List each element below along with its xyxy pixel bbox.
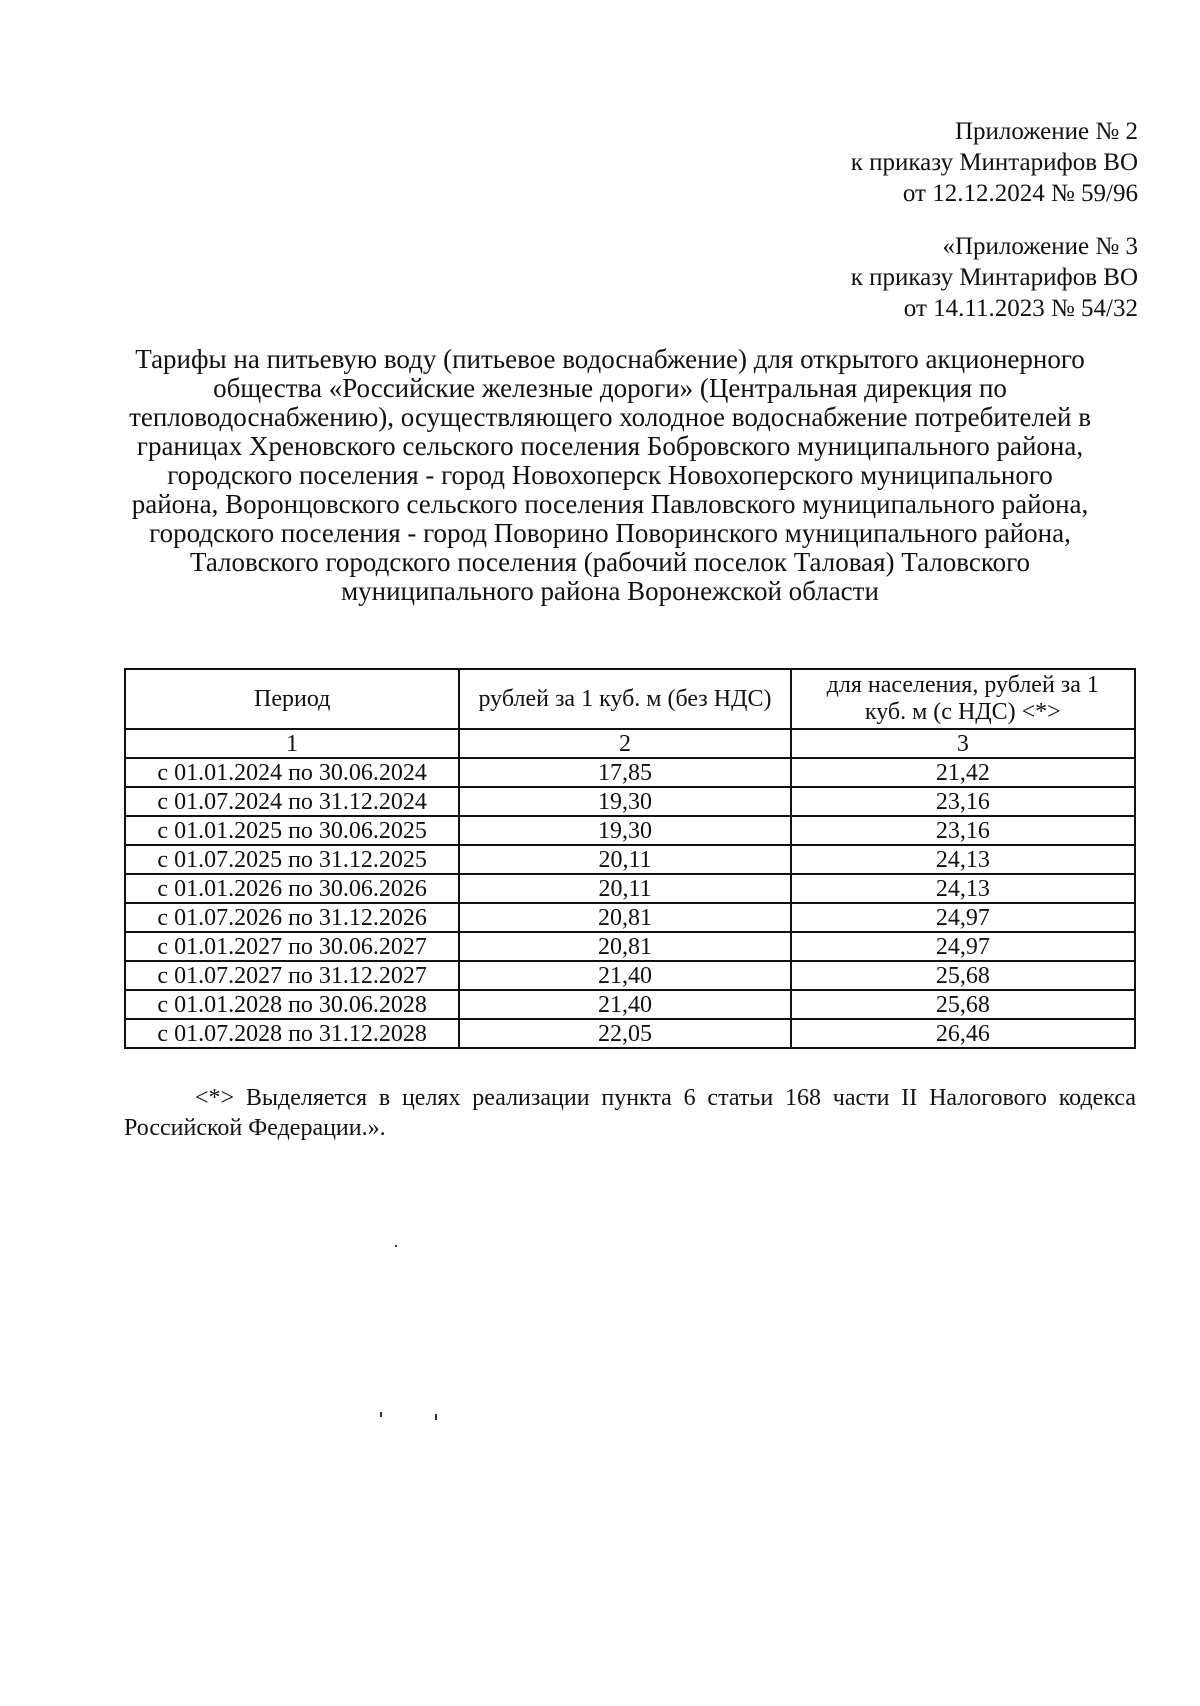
- header-rate-with-vat-line2: куб. м (с НДС) <*>: [864, 699, 1061, 725]
- table-row: [125, 874, 1135, 903]
- cell-rate-with-vat: 23,16: [791, 816, 1135, 845]
- appendix-order-ref: к приказу Минтарифов ВО: [850, 264, 1138, 291]
- cell-period: с 01.01.2025 по 30.06.2025: [125, 816, 459, 845]
- footnote-line: Российской Федерации.».: [124, 1115, 386, 1141]
- title-line: тепловодоснабжению), осуществляющего холодное водоснабжение потребителей в: [129, 402, 1091, 432]
- header-rate-with-vat-line1: для населения, рублей за 1: [826, 672, 1099, 698]
- table-row: [125, 758, 1135, 787]
- cell-rate-without-vat: 20,11: [459, 845, 790, 874]
- title-line: муниципального района Воронежской области: [341, 576, 879, 606]
- footnote-line: <*> Выделяется в целях реализации пункта 6 статьи 168 части II Налогового кодекса: [195, 1085, 1136, 1111]
- cell-rate-with-vat: 24,13: [791, 874, 1135, 903]
- title-line: общества «Российские железные дороги» (Центральная дирекция по: [213, 373, 1007, 403]
- cell-rate-with-vat: 23,16: [791, 787, 1135, 816]
- title-line: границах Хреновского сельского поселения Бобровского муниципального района,: [136, 431, 1084, 461]
- scan-speck: [435, 1414, 437, 1420]
- document-title: [110, 345, 1110, 606]
- cell-period: с 01.01.2028 по 30.06.2028: [125, 990, 459, 1019]
- table-row: [125, 990, 1135, 1019]
- cell-period: с 01.01.2027 по 30.06.2027: [125, 932, 459, 961]
- cell-period: с 01.01.2024 по 30.06.2024: [125, 758, 459, 787]
- cell-period: с 01.07.2024 по 31.12.2024: [125, 787, 459, 816]
- table-row: [125, 816, 1135, 845]
- tariff-table: [124, 668, 1136, 1049]
- cell-rate-without-vat: 20,81: [459, 903, 790, 932]
- cell-rate-without-vat: 20,11: [459, 874, 790, 903]
- table-row: [125, 1019, 1135, 1048]
- scan-speck: [380, 1412, 382, 1417]
- cell-rate-without-vat: 22,05: [459, 1019, 790, 1048]
- cell-rate-without-vat: 20,81: [459, 932, 790, 961]
- title-line: городского поселения - город Новохоперск Новохоперского муниципального: [167, 460, 1053, 490]
- cell-rate-with-vat: 25,68: [791, 990, 1135, 1019]
- cell-rate-with-vat: 25,68: [791, 961, 1135, 990]
- column-number: 2: [459, 729, 790, 758]
- title-line: Тарифы на питьевую воду (питьевое водоснабжение) для открытого акционерного: [135, 344, 1085, 374]
- cell-period: с 01.01.2026 по 30.06.2026: [125, 874, 459, 903]
- title-line: района, Воронцовского сельского поселения Павловского муниципального района,: [131, 489, 1089, 519]
- appendix-order-date: от 14.11.2023 № 54/32: [903, 295, 1138, 322]
- cell-rate-with-vat: 24,97: [791, 903, 1135, 932]
- cell-rate-with-vat: 24,97: [791, 932, 1135, 961]
- vat-footnote: [124, 1083, 1136, 1143]
- table-row: [125, 787, 1135, 816]
- cell-rate-without-vat: 17,85: [459, 758, 790, 787]
- column-number-row: [125, 729, 1135, 758]
- appendix-number: Приложение № 2: [954, 118, 1138, 145]
- appendix-order-ref: к приказу Минтарифов ВО: [850, 149, 1138, 176]
- cell-rate-with-vat: 21,42: [791, 758, 1135, 787]
- header-rate-without-vat: рублей за 1 куб. м (без НДС): [459, 669, 790, 729]
- cell-rate-without-vat: 19,30: [459, 787, 790, 816]
- appendix-header-current: [851, 116, 1138, 209]
- cell-period: с 01.07.2025 по 31.12.2025: [125, 845, 459, 874]
- table-row: [125, 903, 1135, 932]
- column-number: 3: [791, 729, 1135, 758]
- table-row: [125, 961, 1135, 990]
- table-row: [125, 932, 1135, 961]
- header-rate-with-vat: [791, 669, 1135, 729]
- cell-rate-without-vat: 19,30: [459, 816, 790, 845]
- table-header-row: [125, 669, 1135, 729]
- column-number: 1: [125, 729, 459, 758]
- cell-period: с 01.07.2026 по 31.12.2026: [125, 903, 459, 932]
- header-period: Период: [125, 669, 459, 729]
- cell-rate-without-vat: 21,40: [459, 990, 790, 1019]
- appendix-order-date: от 12.12.2024 № 59/96: [902, 180, 1138, 207]
- cell-period: с 01.07.2028 по 31.12.2028: [125, 1019, 459, 1048]
- cell-rate-with-vat: 26,46: [791, 1019, 1135, 1048]
- table-row: [125, 845, 1135, 874]
- cell-rate-without-vat: 21,40: [459, 961, 790, 990]
- appendix-number: «Приложение № 3: [942, 233, 1138, 260]
- cell-period: с 01.07.2027 по 31.12.2027: [125, 961, 459, 990]
- title-line: Таловского городского поселения (рабочий поселок Таловая) Таловского: [190, 547, 1030, 577]
- scan-speck: [395, 1245, 397, 1247]
- title-line: городского поселения - город Поворино Поворинского муниципального района,: [149, 518, 1071, 548]
- cell-rate-with-vat: 24,13: [791, 845, 1135, 874]
- appendix-header-original: [851, 231, 1138, 324]
